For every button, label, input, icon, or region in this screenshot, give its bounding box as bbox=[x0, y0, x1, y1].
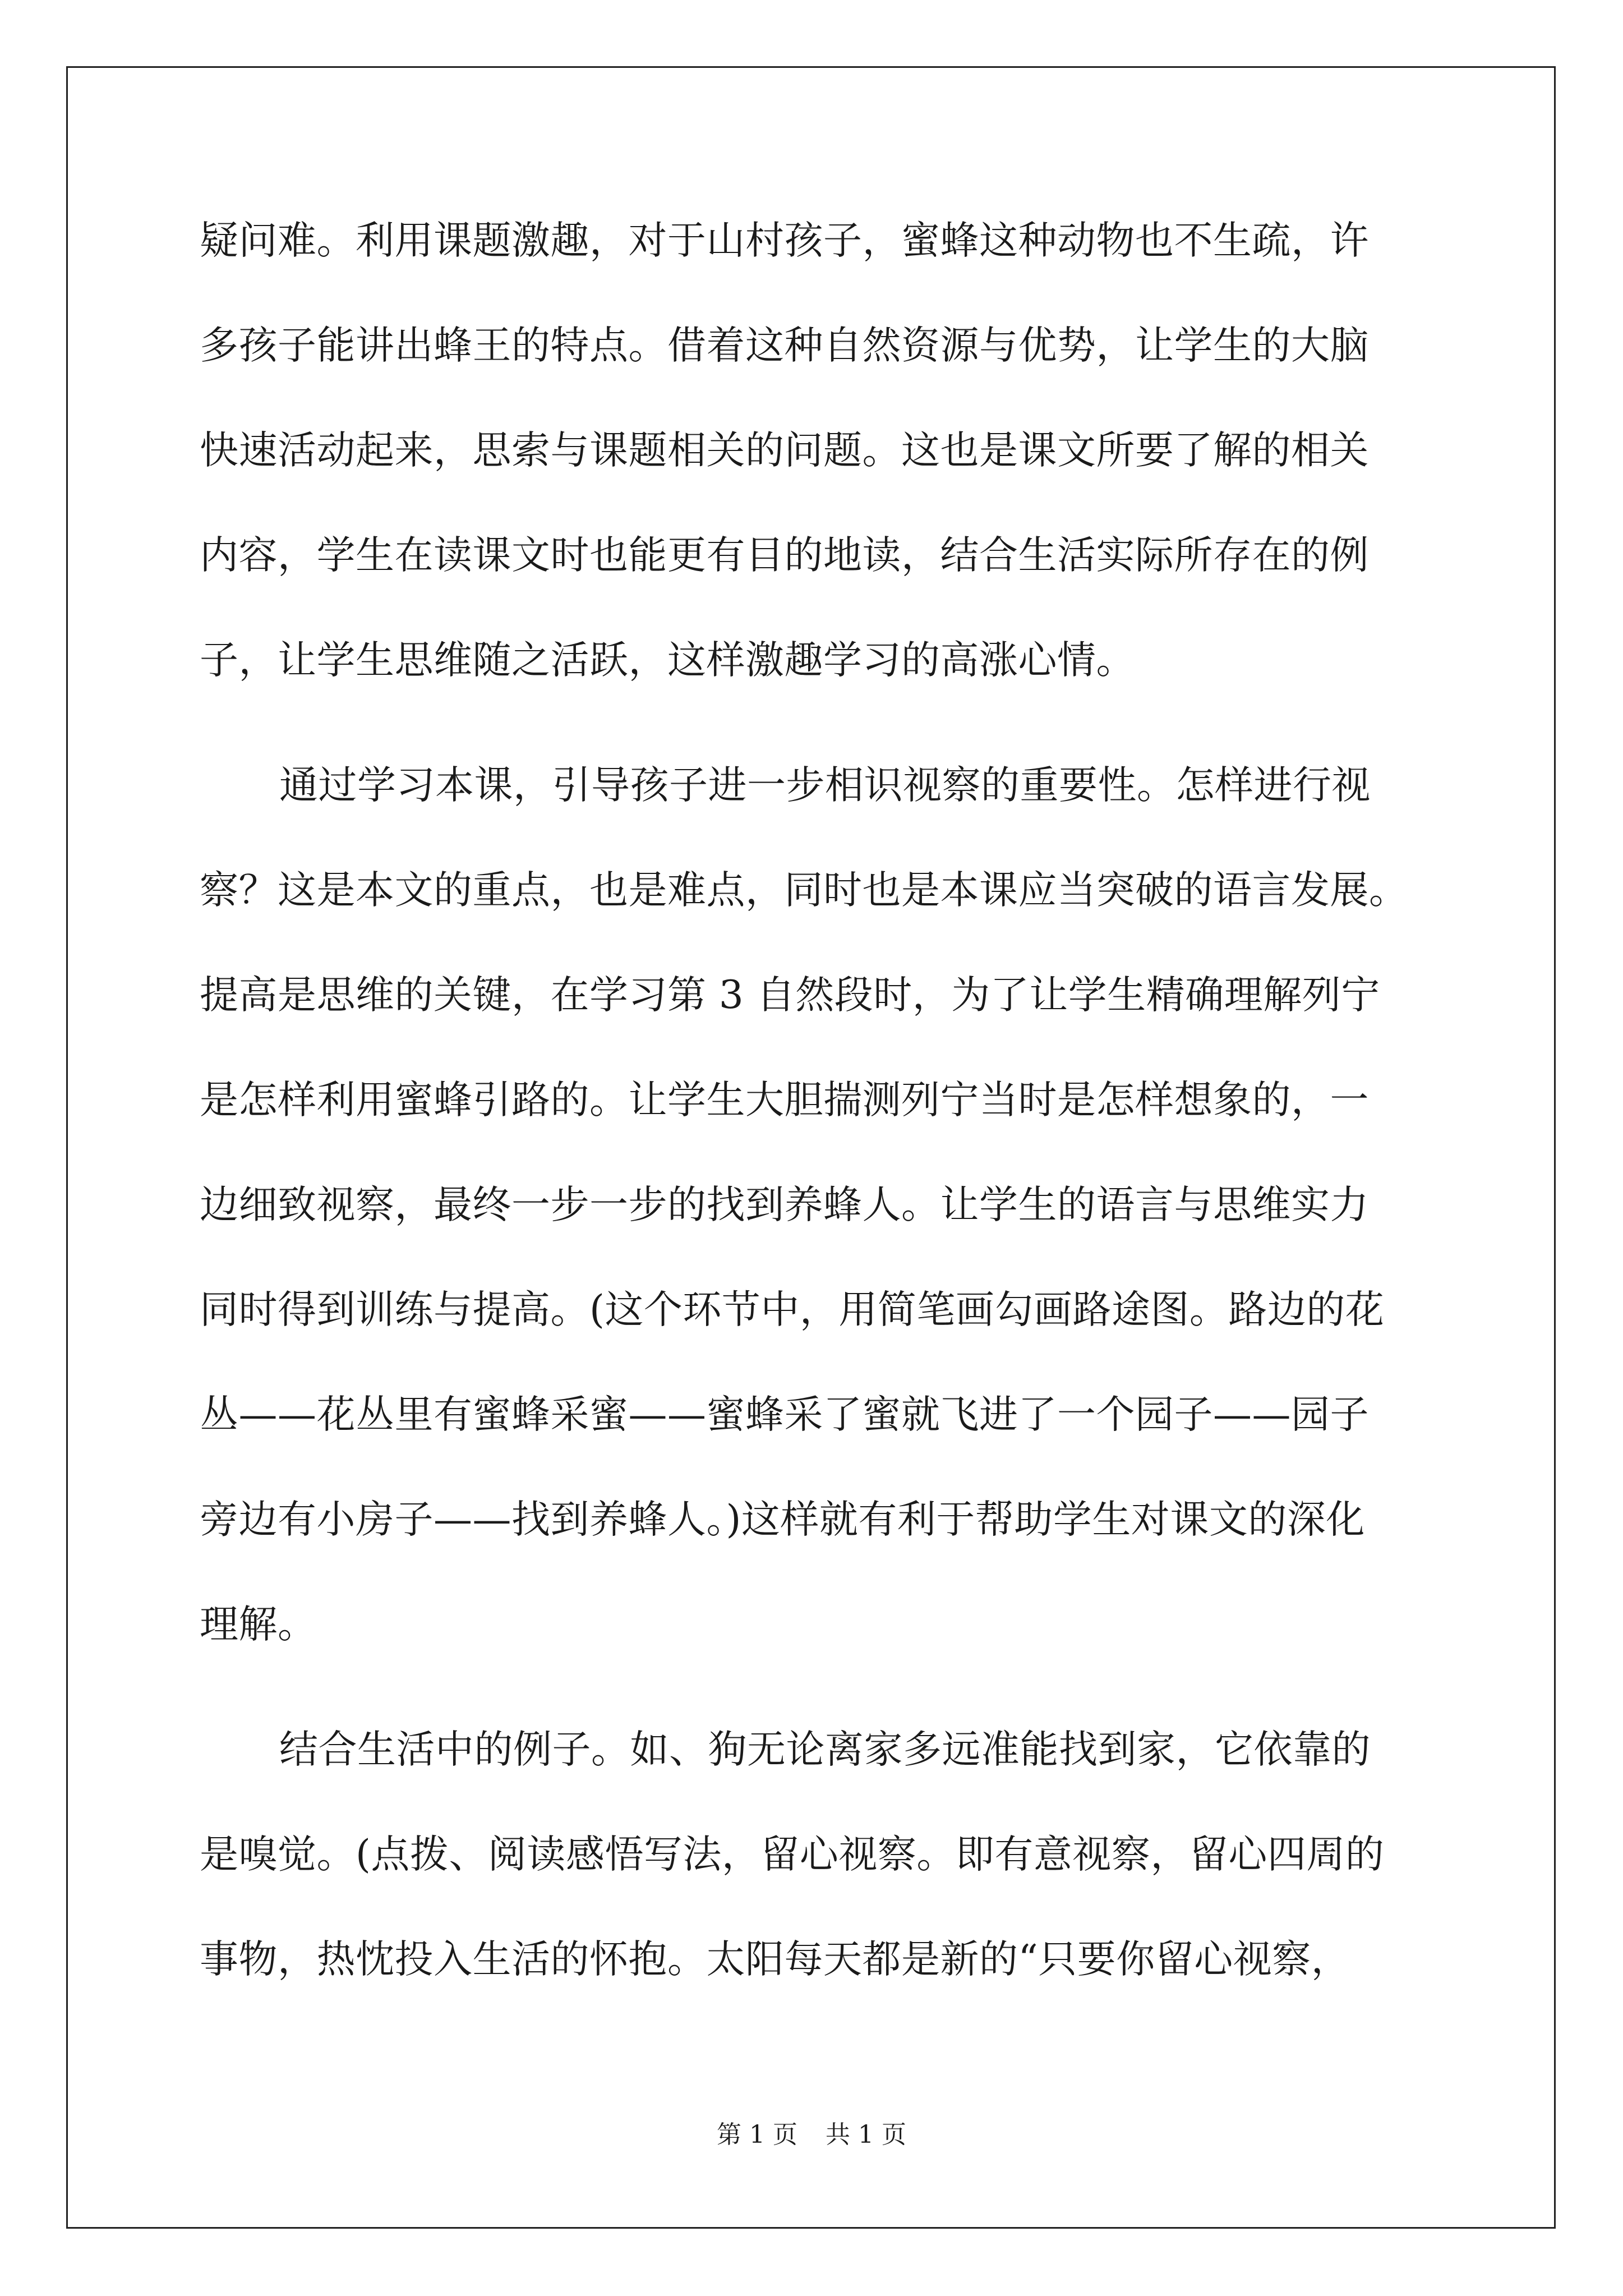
text-line: 疑问难。利用课题激趣，对于山村孩子，蜜蜂这种动物也不生疏，许 bbox=[200, 218, 1369, 263]
text-line: 是怎样利用蜜蜂引路的。让学生大胆揣测列宁当时是怎样想象的，一 bbox=[200, 1078, 1369, 1122]
total-pages-label: 共 1 页 bbox=[826, 2120, 906, 2149]
text-line: 提高是思维的关键，在学习第 3 自然段时，为了让学生精确理解列宁 bbox=[200, 973, 1380, 1018]
paragraph-start: 通过学习本课，引导孩子进一步相识视察的重要性。怎样进行视 bbox=[279, 763, 1371, 808]
text-line: 边细致视察，最终一步一步的找到养蜂人。让学生的语言与思维实力 bbox=[200, 1182, 1369, 1227]
page-border bbox=[66, 66, 1556, 2229]
text-line: 快速活动起来，思索与课题相关的问题。这也是课文所要了解的相关 bbox=[200, 428, 1369, 473]
page-footer bbox=[0, 2118, 1623, 2152]
text-line: 内容，学生在读课文时也能更有目的地读，结合生活实际所存在的例 bbox=[200, 533, 1369, 578]
text-line: 事物，热忱投入生活的怀抱。太阳每天都是新的“只要你留心视察， bbox=[200, 1937, 1350, 1982]
text-line: 理解。 bbox=[200, 1602, 317, 1647]
text-line: 同时得到训练与提高。(这个环节中，用简笔画勾画路途图。路边的花 bbox=[200, 1287, 1385, 1332]
text-line: 察？这是本文的重点，也是难点，同时也是本课应当突破的语言发展。 bbox=[200, 868, 1408, 913]
text-line: 是嗅觉。(点拨、阅读感悟写法，留心视察。即有意视察，留心四周的 bbox=[200, 1832, 1385, 1877]
text-line: 子，让学生思维随之活跃，这样激趣学习的高涨心情。 bbox=[200, 638, 1135, 683]
text-line: 丛——花丛里有蜜蜂采蜜——蜜蜂采了蜜就飞进了一个园子——园子 bbox=[200, 1392, 1369, 1437]
paragraph-start: 结合生活中的例子。如、狗无论离家多远准能找到家，它依靠的 bbox=[279, 1727, 1371, 1772]
current-page-label: 第 1 页 bbox=[717, 2120, 797, 2149]
text-line: 多孩子能讲出蜂王的特点。借着这种自然资源与优势，让学生的大脑 bbox=[200, 323, 1369, 368]
text-line: 旁边有小房子——找到养蜂人。)这样就有利于帮助学生对课文的深化 bbox=[200, 1497, 1365, 1542]
